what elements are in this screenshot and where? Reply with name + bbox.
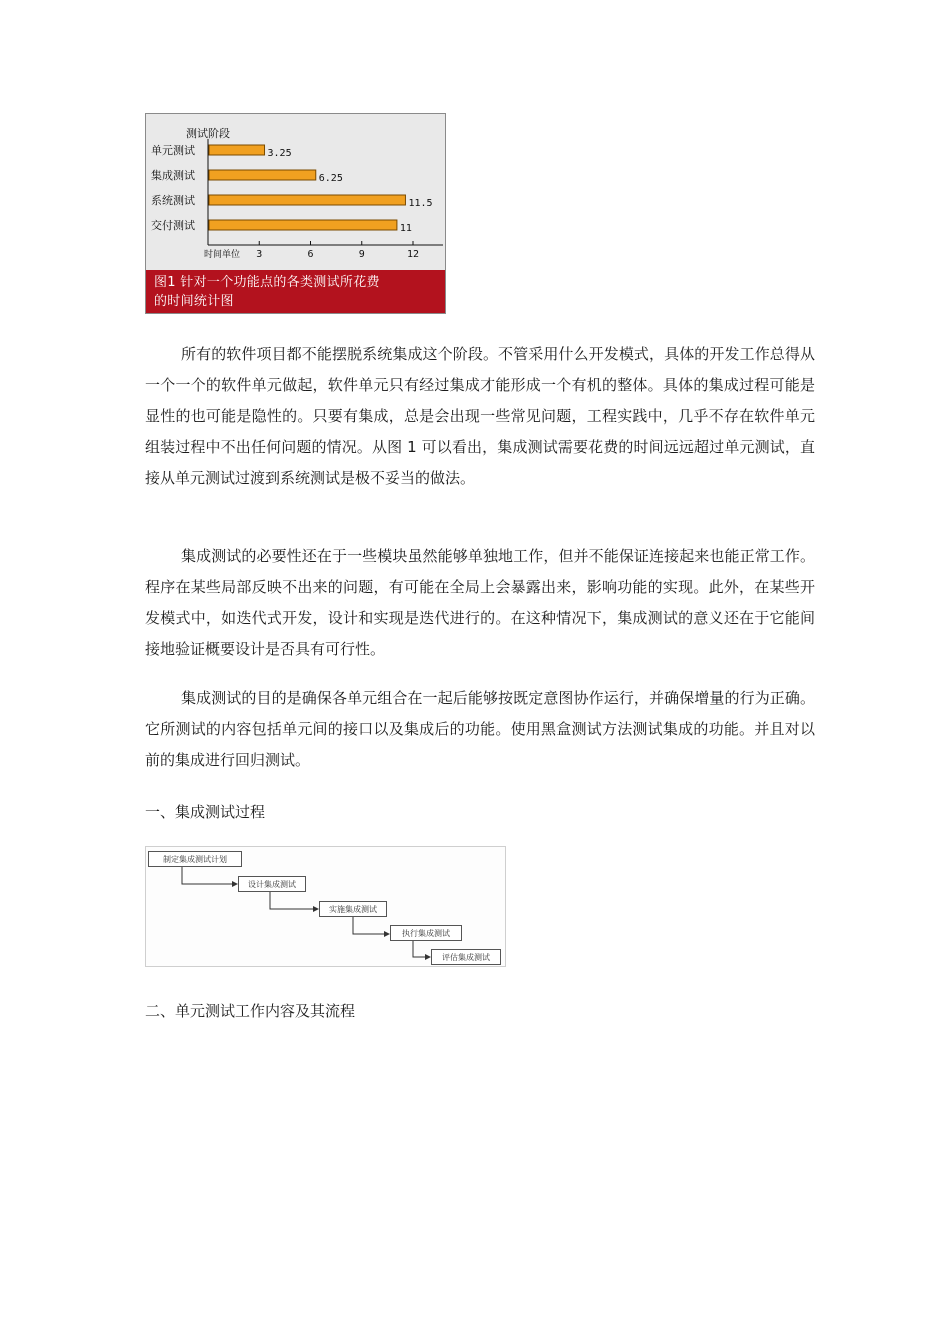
x-tick-label-4: 12 [406, 249, 420, 260]
value-label-3: 11.5 [408, 198, 433, 209]
bar-4 [209, 220, 397, 230]
chart-title: 测试阶段 [186, 127, 230, 140]
value-label-1: 3.25 [267, 148, 292, 159]
category-label-3: 系统测试 [151, 194, 195, 207]
section-heading-1: 一、集成测试过程 [145, 803, 266, 821]
flow-step-implement: 实施集成测试 [319, 901, 387, 917]
bar-chart [146, 114, 445, 274]
caption-line-1: 图1 针对一个功能点的各类测试所花费 [154, 275, 380, 290]
figure-test-time-chart [145, 113, 446, 314]
integration-test-flow-diagram [145, 846, 506, 967]
flow-step-design: 设计集成测试 [238, 876, 306, 892]
x-tick-label-1: 3 [256, 249, 263, 260]
category-label-2: 集成测试 [151, 169, 195, 182]
section-heading-2: 二、单元测试工作内容及其流程 [145, 1002, 356, 1020]
flow-step-evaluate: 评估集成测试 [431, 949, 501, 965]
category-label-1: 单元测试 [151, 144, 195, 157]
flow-connector-3 [353, 917, 384, 934]
value-label-2: 6.25 [318, 173, 343, 184]
flow-step-execute: 执行集成测试 [390, 925, 462, 941]
value-label-4: 11 [399, 223, 412, 234]
flow-connector-2 [270, 892, 313, 909]
x-tick-label-2: 6 [307, 249, 314, 260]
paragraph-1: 所有的软件项目都不能摆脱系统集成这个阶段。不管采用什么开发模式，具体的开发工作总得从一个一个的软件单元做起，软件单元只有经过集成才能形成一个有机的整体。具体的集成过程可能是显性的也可能是隐性的。只要有集成，总是会出现一些常见问题，工程实践中，几乎不存在软件单元组装过程中不出任何问题的情况。从图 1 可以看出，集成测试需要花费的时间远远超过单元测试，直接从单元测试过渡到系统测试是极不妥当的做法。 [145, 345, 815, 487]
caption-line-2: 的时间统计图 [154, 294, 234, 309]
flow-connector-4 [413, 941, 425, 957]
x-tick-label-3: 9 [358, 249, 365, 260]
bar-2 [209, 170, 316, 180]
bar-1 [209, 145, 265, 155]
figure-caption [146, 270, 445, 313]
category-label-4: 交付测试 [151, 219, 195, 232]
flow-step-plan: 制定集成测试计划 [148, 851, 242, 867]
bar-3 [209, 195, 405, 205]
paragraph-2: 集成测试的必要性还在于一些模块虽然能够单独地工作，但并不能保证连接起来也能正常工作。程序在某些局部反映不出来的问题，有可能在全局上会暴露出来，影响功能的实现。此外，在某些开发模式中，如迭代式开发，设计和实现是迭代进行的。在这种情况下，集成测试的意义还在于它能间接地验证概要设计是否具有可行性。 [145, 547, 815, 658]
flow-connector-1 [182, 867, 232, 884]
paragraph-3: 集成测试的目的是确保各单元组合在一起后能够按既定意图协作运行，并确保增量的行为正确。它所测试的内容包括单元间的接口以及集成后的功能。使用黑盒测试方法测试集成的功能。并且对以前的集成进行回归测试。 [145, 689, 815, 769]
x-axis-label: 时间单位 [204, 250, 241, 260]
